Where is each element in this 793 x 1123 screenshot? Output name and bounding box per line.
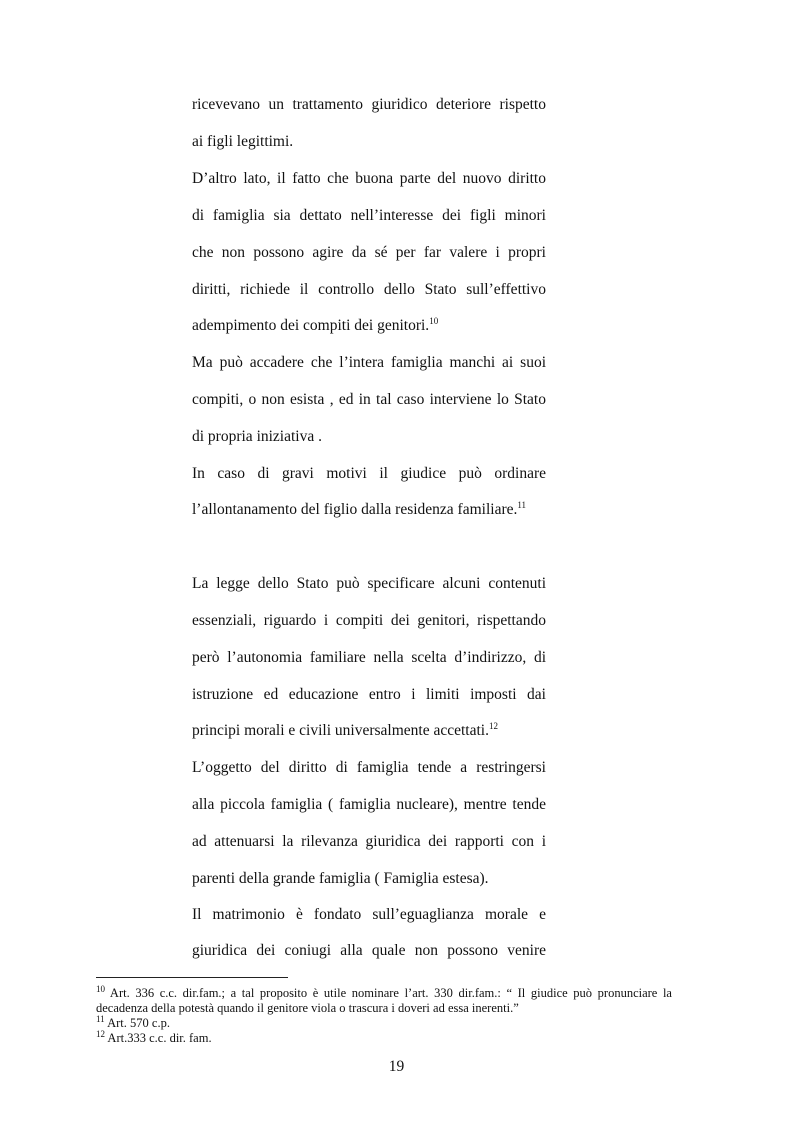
footnote-line: $^{10}$ Art. 336 c.c. dir.fam.; a tal proposito è utile nominare l’art. 330 dir.fam.: “ Il giudice può pronunciare la (96, 983, 672, 1000)
page-number: 19 (388, 1058, 405, 1075)
footnote-ref: 10 (429, 315, 439, 326)
footnote-ref: 12 (488, 720, 498, 731)
body-line: Il matrimonio è fondato sull’eguaglianza morale e (192, 906, 546, 923)
footnote-separator (96, 977, 288, 978)
body-line: compiti, o non esista , ed in tal caso interviene lo Stato (192, 391, 546, 408)
footnote-number: 12 (96, 1028, 105, 1039)
footnote-line: decadenza della potestà quando il genitore viola o trascura i doveri ad essa inerenti.” (96, 1001, 519, 1015)
body-line: ai figli legittimi. (192, 133, 294, 150)
body-line: L’oggetto del diritto di famiglia tende a restringersi (192, 759, 546, 776)
body-line: parenti della grande famiglia ( Famiglia estesa). (192, 870, 489, 887)
body-line: di propria iniziativa . (192, 428, 322, 445)
body-line: di famiglia sia dettato nell’interesse dei figli minori (192, 207, 546, 224)
footnote-number: 11 (96, 1013, 105, 1024)
footnote-number: 10 (96, 983, 105, 994)
footnote-line: $^{12}$ Art.333 c.c. dir. fam. (96, 1028, 212, 1045)
body-line: però l’autonomia familiare nella scelta d’indirizzo, di (192, 649, 546, 666)
footnote-ref: 11 (517, 499, 527, 510)
body-line: giuridica dei coniugi alla quale non possono venire (192, 942, 546, 959)
body-line: istruzione ed educazione entro i limiti imposti dai (192, 686, 546, 703)
body-line: diritti, richiede il controllo dello Stato sull’effettivo (192, 281, 546, 298)
body-line: alla piccola famiglia ( famiglia nucleare), mentre tende (192, 796, 546, 813)
body-line: principi morali e civili universalmente accettati.$^{12}$ (192, 720, 498, 739)
footnote-line: $^{11}$ Art. 570 c.p. (96, 1013, 170, 1030)
body-line: La legge dello Stato può specificare alcuni contenuti (192, 575, 546, 592)
body-line: l’allontanamento del figlio dalla residenza familiare.$^{11}$ (192, 499, 527, 518)
body-line: essenziali, riguardo i compiti dei genitori, rispettando (192, 612, 546, 629)
body-line: che non possono agire da sé per far valere i propri (192, 244, 546, 261)
body-line: adempimento dei compiti dei genitori.$^{10}$ (192, 315, 439, 334)
body-line: ricevevano un trattamento giuridico deteriore rispetto (192, 96, 546, 113)
body-line: ad attenuarsi la rilevanza giuridica dei rapporti con i (192, 833, 546, 850)
body-line: D’altro lato, il fatto che buona parte del nuovo diritto (192, 170, 546, 187)
body-line: Ma può accadere che l’intera famiglia manchi ai suoi (192, 354, 546, 371)
body-line: In caso di gravi motivi il giudice può ordinare (192, 465, 546, 482)
